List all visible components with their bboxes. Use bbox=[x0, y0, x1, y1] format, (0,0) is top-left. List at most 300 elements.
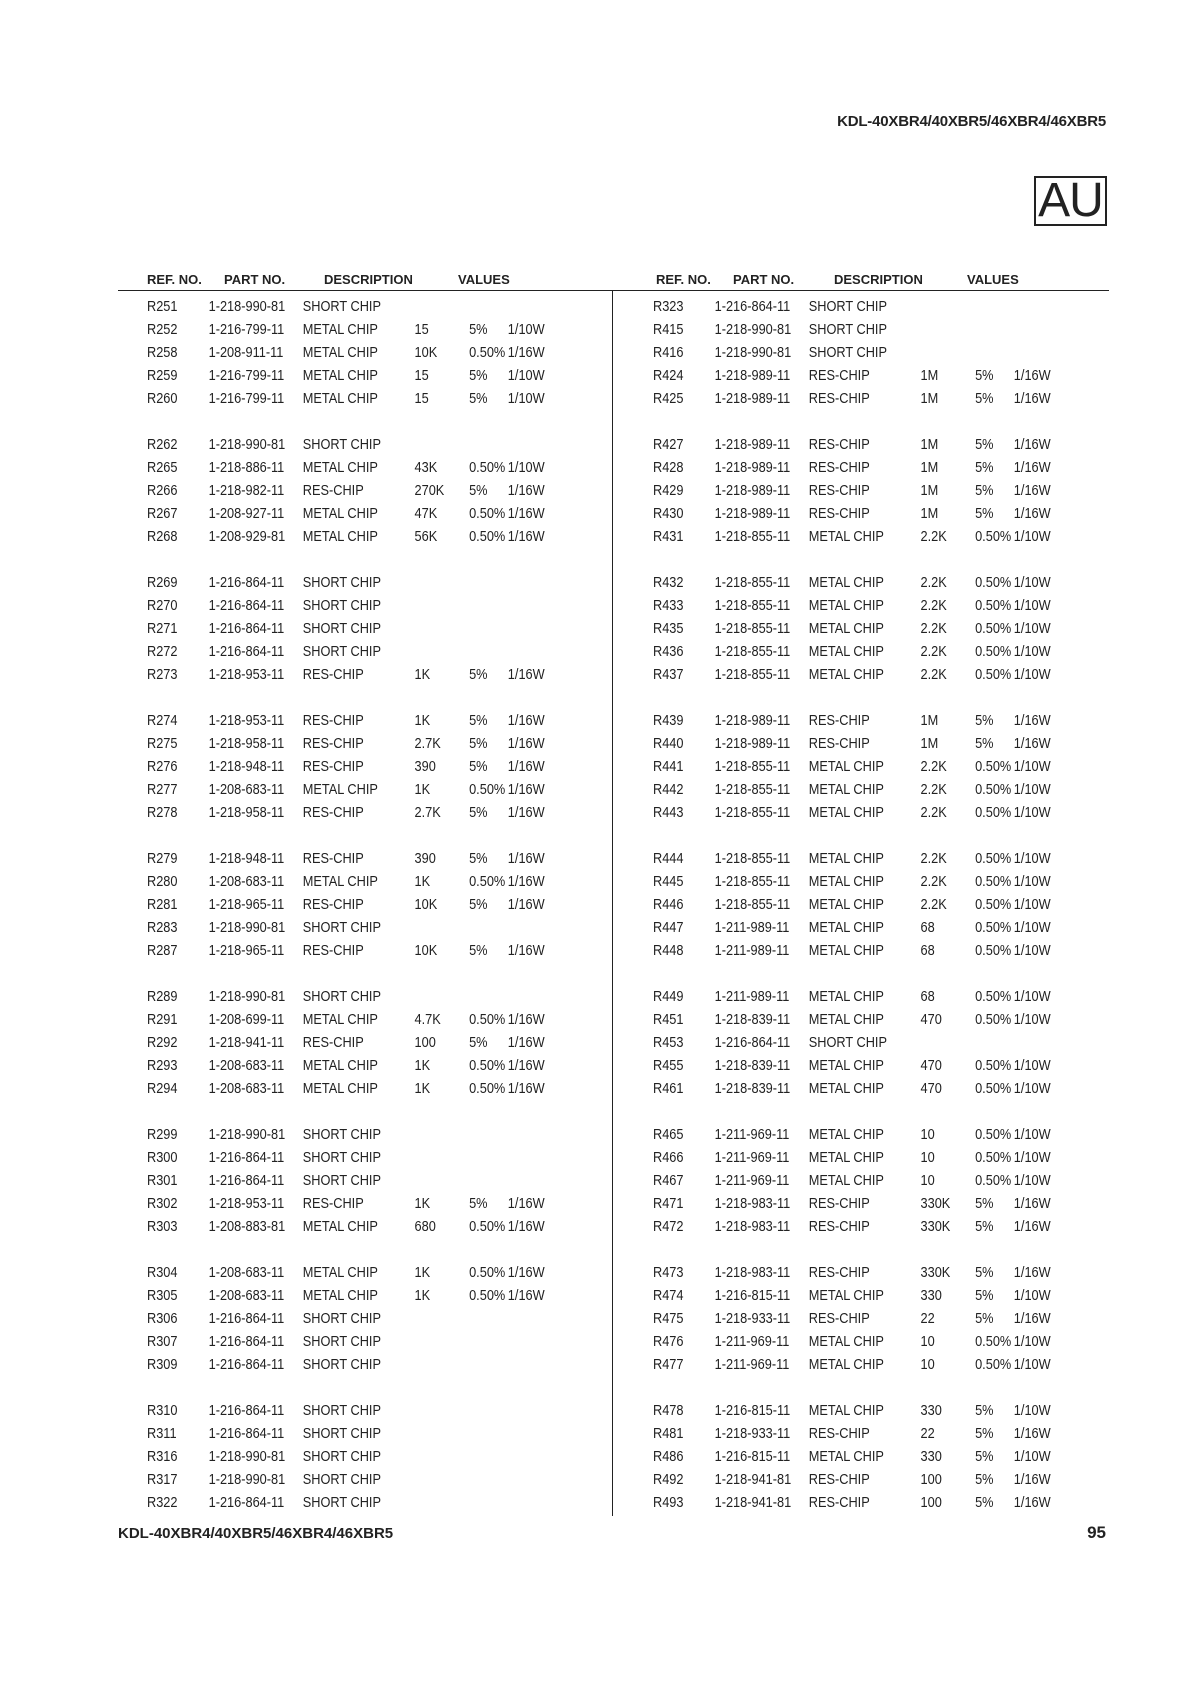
parts-group bbox=[147, 710, 627, 825]
cell-part-no: 1-211-989-11 bbox=[714, 943, 790, 959]
table-row bbox=[147, 1216, 627, 1239]
table-row bbox=[147, 940, 627, 963]
cell-ref: R309 bbox=[147, 1357, 178, 1373]
parts-group bbox=[653, 986, 1133, 1101]
cell-ref: R416 bbox=[653, 345, 684, 361]
cell-tolerance: 0.50% bbox=[469, 1265, 506, 1281]
cell-tolerance: 0.50% bbox=[975, 943, 1012, 959]
cell-value: 1M bbox=[920, 460, 939, 476]
table-row bbox=[653, 1147, 1133, 1170]
cell-value: 1K bbox=[414, 782, 431, 798]
cell-part-no: 1-218-990-81 bbox=[208, 1472, 286, 1488]
cell-value: 330 bbox=[920, 1403, 942, 1419]
cell-ref: R304 bbox=[147, 1265, 178, 1281]
cell-description: METAL CHIP bbox=[808, 1403, 884, 1419]
cell-description: METAL CHIP bbox=[808, 1173, 884, 1189]
cell-description: METAL CHIP bbox=[808, 1357, 884, 1373]
cell-ref: R266 bbox=[147, 483, 178, 499]
cell-ref: R311 bbox=[147, 1426, 177, 1442]
cell-wattage: 1/16W bbox=[507, 1081, 545, 1097]
cell-ref: R440 bbox=[653, 736, 684, 752]
cell-description: RES-CHIP bbox=[808, 368, 870, 384]
cell-wattage: 1/10W bbox=[1013, 943, 1051, 959]
cell-value: 68 bbox=[920, 989, 935, 1005]
cell-ref: R472 bbox=[653, 1219, 684, 1235]
cell-ref: R262 bbox=[147, 437, 178, 453]
cell-wattage: 1/10W bbox=[1013, 1357, 1051, 1373]
cell-part-no: 1-218-855-11 bbox=[714, 851, 791, 867]
cell-wattage: 1/16W bbox=[1013, 368, 1051, 384]
cell-part-no: 1-218-941-11 bbox=[208, 1035, 285, 1051]
cell-description: METAL CHIP bbox=[302, 874, 378, 890]
cell-tolerance: 5% bbox=[469, 391, 488, 407]
table-row bbox=[147, 917, 627, 940]
cell-part-no: 1-216-799-11 bbox=[208, 391, 285, 407]
cell-part-no: 1-208-683-11 bbox=[208, 1288, 285, 1304]
cell-wattage: 1/10W bbox=[1013, 920, 1051, 936]
col-header-desc-left: DESCRIPTION bbox=[324, 272, 413, 287]
cell-description: METAL CHIP bbox=[808, 1334, 884, 1350]
table-row bbox=[147, 1423, 627, 1446]
cell-description: SHORT CHIP bbox=[302, 1426, 381, 1442]
cell-value: 15 bbox=[414, 368, 429, 384]
cell-wattage: 1/16W bbox=[507, 897, 545, 913]
cell-ref: R301 bbox=[147, 1173, 178, 1189]
cell-ref: R442 bbox=[653, 782, 684, 798]
cell-tolerance: 0.50% bbox=[975, 1334, 1012, 1350]
cell-ref: R476 bbox=[653, 1334, 684, 1350]
col-header-values-right: VALUES bbox=[967, 272, 1019, 287]
cell-wattage: 1/16W bbox=[1013, 391, 1051, 407]
cell-value: 330K bbox=[920, 1219, 951, 1235]
table-row bbox=[653, 1032, 1133, 1055]
cell-description: RES-CHIP bbox=[302, 736, 364, 752]
cell-tolerance: 5% bbox=[975, 437, 994, 453]
table-row bbox=[147, 641, 627, 664]
cell-part-no: 1-216-799-11 bbox=[208, 368, 285, 384]
parts-group bbox=[653, 1400, 1133, 1515]
cell-description: METAL CHIP bbox=[302, 368, 378, 384]
cell-wattage: 1/16W bbox=[507, 805, 545, 821]
cell-value: 10 bbox=[920, 1357, 935, 1373]
cell-wattage: 1/10W bbox=[1013, 575, 1051, 591]
table-row bbox=[653, 802, 1133, 825]
cell-description: RES-CHIP bbox=[808, 713, 870, 729]
cell-description: METAL CHIP bbox=[302, 529, 378, 545]
cell-tolerance: 5% bbox=[975, 1426, 994, 1442]
cell-part-no: 1-208-927-11 bbox=[208, 506, 285, 522]
cell-value: 2.2K bbox=[920, 759, 947, 775]
cell-tolerance: 0.50% bbox=[469, 345, 506, 361]
cell-ref: R292 bbox=[147, 1035, 178, 1051]
table-row bbox=[147, 1354, 627, 1377]
cell-wattage: 1/10W bbox=[1013, 667, 1051, 683]
cell-ref: R427 bbox=[653, 437, 684, 453]
cell-description: METAL CHIP bbox=[808, 989, 884, 1005]
parts-group bbox=[653, 710, 1133, 825]
cell-part-no: 1-216-864-11 bbox=[208, 1311, 285, 1327]
cell-value: 1M bbox=[920, 713, 939, 729]
cell-part-no: 1-218-982-11 bbox=[208, 483, 285, 499]
cell-ref: R259 bbox=[147, 368, 178, 384]
cell-wattage: 1/16W bbox=[1013, 460, 1051, 476]
cell-value: 1M bbox=[920, 483, 939, 499]
cell-ref: R271 bbox=[147, 621, 178, 637]
table-row bbox=[147, 733, 627, 756]
cell-description: METAL CHIP bbox=[808, 1081, 884, 1097]
col-header-ref-left: REF. NO. bbox=[147, 272, 202, 287]
cell-wattage: 1/16W bbox=[507, 943, 545, 959]
cell-description: RES-CHIP bbox=[808, 506, 870, 522]
cell-part-no: 1-218-953-11 bbox=[208, 1196, 285, 1212]
cell-description: METAL CHIP bbox=[808, 1449, 884, 1465]
table-row bbox=[147, 1285, 627, 1308]
cell-ref: R294 bbox=[147, 1081, 178, 1097]
cell-value: 43K bbox=[414, 460, 438, 476]
cell-description: SHORT CHIP bbox=[302, 1311, 381, 1327]
cell-part-no: 1-218-990-81 bbox=[208, 437, 286, 453]
cell-description: SHORT CHIP bbox=[302, 1334, 381, 1350]
table-row bbox=[147, 503, 627, 526]
cell-description: RES-CHIP bbox=[302, 759, 364, 775]
cell-part-no: 1-216-864-11 bbox=[208, 1173, 285, 1189]
cell-description: RES-CHIP bbox=[302, 667, 364, 683]
cell-ref: R441 bbox=[653, 759, 684, 775]
cell-wattage: 1/10W bbox=[507, 460, 545, 476]
cell-part-no: 1-216-864-11 bbox=[208, 1357, 285, 1373]
cell-value: 2.2K bbox=[920, 805, 947, 821]
cell-value: 1K bbox=[414, 1081, 431, 1097]
table-row bbox=[653, 1009, 1133, 1032]
cell-description: RES-CHIP bbox=[808, 1196, 870, 1212]
cell-tolerance: 5% bbox=[975, 736, 994, 752]
table-row bbox=[147, 710, 627, 733]
cell-description: SHORT CHIP bbox=[302, 1127, 381, 1143]
table-row bbox=[147, 388, 627, 411]
cell-ref: R481 bbox=[653, 1426, 684, 1442]
cell-description: METAL CHIP bbox=[302, 1012, 378, 1028]
cell-tolerance: 0.50% bbox=[975, 989, 1012, 1005]
cell-part-no: 1-218-990-81 bbox=[208, 920, 286, 936]
cell-description: METAL CHIP bbox=[808, 943, 884, 959]
cell-value: 330 bbox=[920, 1288, 942, 1304]
cell-value: 68 bbox=[920, 920, 935, 936]
cell-wattage: 1/10W bbox=[1013, 1127, 1051, 1143]
cell-description: METAL CHIP bbox=[808, 1012, 884, 1028]
cell-part-no: 1-218-855-11 bbox=[714, 575, 791, 591]
cell-wattage: 1/16W bbox=[1013, 736, 1051, 752]
cell-ref: R268 bbox=[147, 529, 178, 545]
cell-part-no: 1-218-989-11 bbox=[714, 736, 791, 752]
table-row bbox=[147, 1446, 627, 1469]
cell-part-no: 1-218-953-11 bbox=[208, 667, 285, 683]
cell-tolerance: 0.50% bbox=[975, 851, 1012, 867]
table-row bbox=[653, 1400, 1133, 1423]
cell-ref: R251 bbox=[147, 299, 178, 315]
cell-description: RES-CHIP bbox=[302, 483, 364, 499]
cell-wattage: 1/16W bbox=[1013, 1311, 1051, 1327]
table-row bbox=[653, 1170, 1133, 1193]
cell-ref: R429 bbox=[653, 483, 684, 499]
cell-description: METAL CHIP bbox=[302, 1219, 378, 1235]
page-number: 95 bbox=[1087, 1523, 1106, 1542]
cell-part-no: 1-218-855-11 bbox=[714, 759, 791, 775]
cell-description: RES-CHIP bbox=[302, 1035, 364, 1051]
cell-value: 1K bbox=[414, 1196, 431, 1212]
cell-ref: R273 bbox=[147, 667, 178, 683]
cell-wattage: 1/10W bbox=[1013, 1173, 1051, 1189]
cell-wattage: 1/16W bbox=[1013, 1495, 1051, 1511]
cell-wattage: 1/10W bbox=[1013, 1012, 1051, 1028]
cell-description: SHORT CHIP bbox=[302, 1173, 381, 1189]
cell-part-no: 1-208-683-11 bbox=[208, 874, 285, 890]
table-row bbox=[147, 894, 627, 917]
cell-part-no: 1-218-948-11 bbox=[208, 759, 285, 775]
table-row bbox=[653, 779, 1133, 802]
cell-part-no: 1-211-969-11 bbox=[714, 1150, 790, 1166]
table-row bbox=[653, 710, 1133, 733]
cell-tolerance: 5% bbox=[469, 897, 488, 913]
cell-ref: R291 bbox=[147, 1012, 178, 1028]
cell-ref: R303 bbox=[147, 1219, 178, 1235]
cell-tolerance: 0.50% bbox=[975, 759, 1012, 775]
cell-ref: R287 bbox=[147, 943, 178, 959]
cell-tolerance: 5% bbox=[975, 1472, 994, 1488]
table-row bbox=[147, 1400, 627, 1423]
cell-part-no: 1-218-839-11 bbox=[714, 1081, 791, 1097]
table-row bbox=[653, 457, 1133, 480]
table-row bbox=[147, 319, 627, 342]
cell-ref: R433 bbox=[653, 598, 684, 614]
cell-value: 1M bbox=[920, 437, 939, 453]
cell-wattage: 1/16W bbox=[507, 759, 545, 775]
cell-wattage: 1/10W bbox=[1013, 1150, 1051, 1166]
cell-ref: R446 bbox=[653, 897, 684, 913]
cell-ref: R447 bbox=[653, 920, 684, 936]
cell-description: METAL CHIP bbox=[302, 782, 378, 798]
cell-description: METAL CHIP bbox=[808, 644, 884, 660]
cell-part-no: 1-218-855-11 bbox=[714, 644, 791, 660]
cell-description: RES-CHIP bbox=[302, 713, 364, 729]
table-row bbox=[653, 894, 1133, 917]
cell-description: SHORT CHIP bbox=[302, 621, 381, 637]
table-row bbox=[653, 1331, 1133, 1354]
cell-part-no: 1-208-883-81 bbox=[208, 1219, 286, 1235]
col-header-values-left: VALUES bbox=[458, 272, 510, 287]
table-row bbox=[147, 457, 627, 480]
cell-description: METAL CHIP bbox=[808, 1288, 884, 1304]
col-header-part-right: PART NO. bbox=[733, 272, 795, 287]
cell-ref: R270 bbox=[147, 598, 178, 614]
cell-ref: R478 bbox=[653, 1403, 684, 1419]
cell-wattage: 1/16W bbox=[507, 736, 545, 752]
cell-tolerance: 5% bbox=[469, 1196, 488, 1212]
cell-description: SHORT CHIP bbox=[302, 299, 381, 315]
parts-group bbox=[653, 848, 1133, 963]
cell-value: 330K bbox=[920, 1265, 951, 1281]
cell-value: 1M bbox=[920, 391, 939, 407]
cell-wattage: 1/16W bbox=[1013, 506, 1051, 522]
cell-ref: R299 bbox=[147, 1127, 178, 1143]
cell-part-no: 1-218-855-11 bbox=[714, 667, 791, 683]
table-row bbox=[147, 1009, 627, 1032]
cell-wattage: 1/16W bbox=[507, 1219, 545, 1235]
cell-value: 10 bbox=[920, 1127, 935, 1143]
cell-wattage: 1/16W bbox=[507, 483, 545, 499]
cell-ref: R272 bbox=[147, 644, 178, 660]
cell-ref: R316 bbox=[147, 1449, 178, 1465]
cell-wattage: 1/10W bbox=[1013, 1058, 1051, 1074]
cell-wattage: 1/16W bbox=[1013, 713, 1051, 729]
cell-ref: R260 bbox=[147, 391, 178, 407]
cell-description: METAL CHIP bbox=[808, 805, 884, 821]
cell-part-no: 1-218-933-11 bbox=[714, 1426, 791, 1442]
cell-value: 2.2K bbox=[920, 598, 947, 614]
cell-ref: R436 bbox=[653, 644, 684, 660]
cell-wattage: 1/10W bbox=[1013, 1403, 1051, 1419]
table-row bbox=[653, 1469, 1133, 1492]
cell-ref: R467 bbox=[653, 1173, 684, 1189]
cell-wattage: 1/10W bbox=[1013, 644, 1051, 660]
table-row bbox=[653, 641, 1133, 664]
cell-description: METAL CHIP bbox=[302, 1265, 378, 1281]
col-header-part-left: PART NO. bbox=[224, 272, 286, 287]
cell-wattage: 1/16W bbox=[507, 1288, 545, 1304]
table-row bbox=[653, 1193, 1133, 1216]
cell-ref: R475 bbox=[653, 1311, 684, 1327]
table-row bbox=[147, 480, 627, 503]
cell-value: 2.2K bbox=[920, 575, 947, 591]
cell-value: 330 bbox=[920, 1449, 942, 1465]
cell-part-no: 1-218-941-81 bbox=[714, 1495, 792, 1511]
table-row bbox=[147, 871, 627, 894]
cell-part-no: 1-218-990-81 bbox=[208, 1449, 286, 1465]
cell-ref: R305 bbox=[147, 1288, 178, 1304]
table-row bbox=[147, 1469, 627, 1492]
cell-ref: R428 bbox=[653, 460, 684, 476]
cell-ref: R448 bbox=[653, 943, 684, 959]
cell-tolerance: 5% bbox=[469, 322, 488, 338]
table-row bbox=[147, 595, 627, 618]
cell-wattage: 1/16W bbox=[1013, 483, 1051, 499]
cell-description: METAL CHIP bbox=[808, 782, 884, 798]
cell-tolerance: 5% bbox=[975, 713, 994, 729]
cell-value: 68 bbox=[920, 943, 935, 959]
cell-ref: R473 bbox=[653, 1265, 684, 1281]
cell-part-no: 1-218-990-81 bbox=[714, 345, 792, 361]
cell-ref: R439 bbox=[653, 713, 684, 729]
table-row bbox=[147, 618, 627, 641]
table-row bbox=[653, 388, 1133, 411]
cell-tolerance: 5% bbox=[975, 483, 994, 499]
cell-ref: R279 bbox=[147, 851, 178, 867]
cell-description: SHORT CHIP bbox=[302, 575, 381, 591]
cell-wattage: 1/16W bbox=[507, 874, 545, 890]
cell-ref: R293 bbox=[147, 1058, 178, 1074]
cell-ref: R300 bbox=[147, 1150, 178, 1166]
cell-ref: R269 bbox=[147, 575, 178, 591]
cell-description: METAL CHIP bbox=[808, 667, 884, 683]
table-row bbox=[653, 848, 1133, 871]
cell-wattage: 1/16W bbox=[507, 1265, 545, 1281]
cell-ref: R461 bbox=[653, 1081, 684, 1097]
table-row bbox=[653, 1078, 1133, 1101]
cell-wattage: 1/10W bbox=[1013, 874, 1051, 890]
table-row bbox=[653, 434, 1133, 457]
cell-part-no: 1-218-855-11 bbox=[714, 874, 791, 890]
cell-part-no: 1-218-990-81 bbox=[714, 322, 792, 338]
cell-description: METAL CHIP bbox=[808, 529, 884, 545]
cell-ref: R310 bbox=[147, 1403, 178, 1419]
cell-description: METAL CHIP bbox=[302, 1081, 378, 1097]
cell-description: METAL CHIP bbox=[302, 1058, 378, 1074]
cell-value: 270K bbox=[414, 483, 445, 499]
cell-description: SHORT CHIP bbox=[302, 989, 381, 1005]
cell-ref: R492 bbox=[653, 1472, 684, 1488]
cell-part-no: 1-218-855-11 bbox=[714, 805, 791, 821]
cell-ref: R306 bbox=[147, 1311, 178, 1327]
cell-ref: R415 bbox=[653, 322, 684, 338]
cell-wattage: 1/16W bbox=[507, 1035, 545, 1051]
cell-ref: R258 bbox=[147, 345, 178, 361]
parts-group bbox=[147, 572, 627, 687]
cell-tolerance: 5% bbox=[975, 1265, 994, 1281]
parts-group bbox=[147, 1400, 627, 1515]
cell-tolerance: 0.50% bbox=[469, 1219, 506, 1235]
table-row bbox=[653, 1055, 1133, 1078]
table-row bbox=[653, 572, 1133, 595]
table-row bbox=[653, 618, 1133, 641]
cell-wattage: 1/10W bbox=[1013, 989, 1051, 1005]
table-row bbox=[653, 1308, 1133, 1331]
cell-tolerance: 5% bbox=[469, 805, 488, 821]
cell-description: METAL CHIP bbox=[302, 391, 378, 407]
cell-part-no: 1-211-969-11 bbox=[714, 1127, 790, 1143]
cell-wattage: 1/10W bbox=[1013, 1334, 1051, 1350]
cell-tolerance: 0.50% bbox=[975, 897, 1012, 913]
cell-wattage: 1/16W bbox=[1013, 1472, 1051, 1488]
cell-part-no: 1-208-683-11 bbox=[208, 1081, 285, 1097]
cell-value: 2.2K bbox=[920, 529, 947, 545]
cell-description: RES-CHIP bbox=[302, 1196, 364, 1212]
table-row bbox=[653, 917, 1133, 940]
cell-part-no: 1-218-983-11 bbox=[714, 1219, 791, 1235]
cell-part-no: 1-216-815-11 bbox=[714, 1403, 791, 1419]
cell-value: 1K bbox=[414, 1058, 431, 1074]
cell-tolerance: 0.50% bbox=[975, 805, 1012, 821]
cell-tolerance: 5% bbox=[469, 667, 488, 683]
cell-tolerance: 0.50% bbox=[469, 1058, 506, 1074]
cell-description: RES-CHIP bbox=[302, 851, 364, 867]
col-header-ref-right: REF. NO. bbox=[656, 272, 711, 287]
table-row bbox=[653, 480, 1133, 503]
cell-description: SHORT CHIP bbox=[302, 1403, 381, 1419]
cell-value: 2.2K bbox=[920, 874, 947, 890]
cell-part-no: 1-218-989-11 bbox=[714, 713, 791, 729]
cell-ref: R455 bbox=[653, 1058, 684, 1074]
cell-tolerance: 5% bbox=[975, 1495, 994, 1511]
cell-value: 47K bbox=[414, 506, 438, 522]
cell-wattage: 1/16W bbox=[1013, 437, 1051, 453]
cell-tolerance: 0.50% bbox=[975, 1058, 1012, 1074]
cell-ref: R281 bbox=[147, 897, 178, 913]
cell-description: SHORT CHIP bbox=[302, 1449, 381, 1465]
cell-description: METAL CHIP bbox=[808, 920, 884, 936]
table-row bbox=[147, 434, 627, 457]
header-model: KDL-40XBR4/40XBR5/46XBR4/46XBR5 bbox=[837, 113, 1106, 130]
cell-wattage: 1/16W bbox=[507, 713, 545, 729]
cell-description: METAL CHIP bbox=[808, 575, 884, 591]
